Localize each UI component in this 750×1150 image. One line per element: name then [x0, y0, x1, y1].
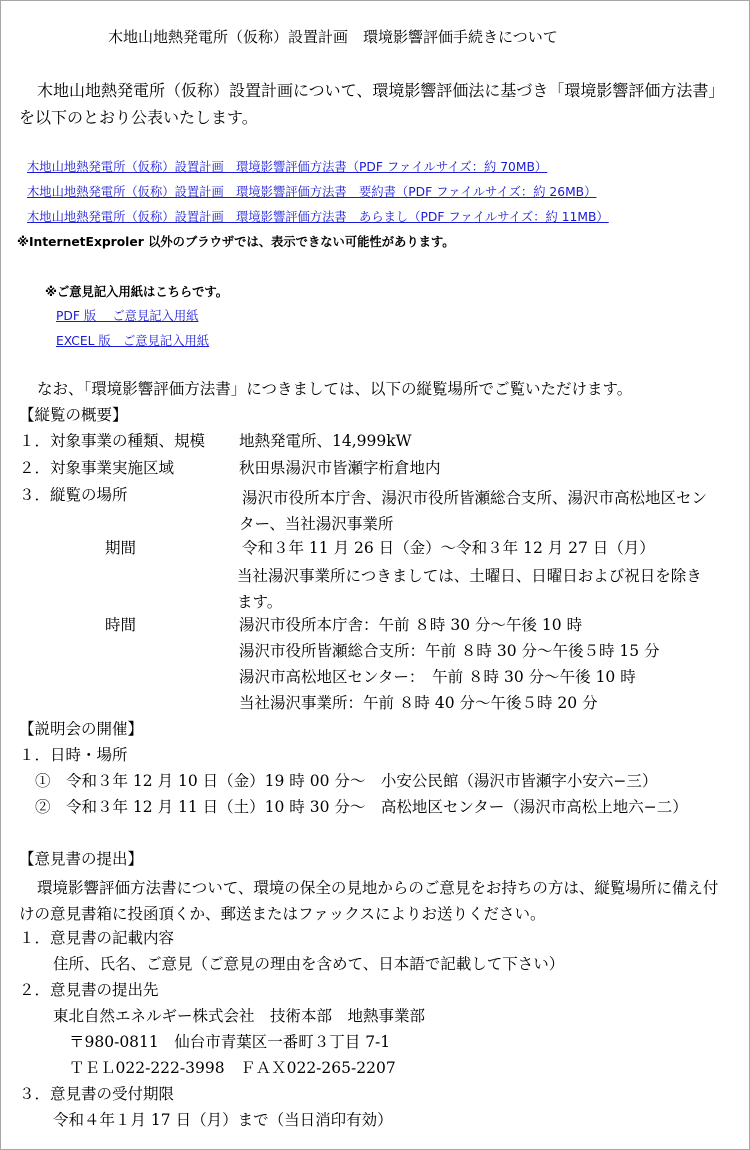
submission-item3: ３．意見書の受付期限 [19, 1085, 175, 1103]
submission-org: 東北自然エネルギー株式会社 技術本部 地熱事業部 [53, 1007, 426, 1025]
submission-deadline: 令和４年１月 17 日（月）まで（当日消印有効） [53, 1111, 393, 1129]
time-row: 湯沢市役所皆瀬総合支所：午前 ８時 30 分～午後５時 15 分 [239, 642, 660, 660]
submission-intro: 環境影響評価方法書について、環境の保全の見地からのご意見をお持ちの方は、縦覧場所に備え付けの意見書箱に投函頂くか、郵送またはファックスによりお送りください。 [19, 879, 719, 923]
page-title: 木地山地熱発電所（仮称）設置計画 環境影響評価手続きについて [108, 28, 558, 46]
link-overview-document[interactable]: 木地山地熱発電所（仮称）設置計画 環境影響評価方法書 あらまし（PDF ファイルサイズ：約 11MB） [27, 210, 609, 224]
link-opinion-form-excel[interactable]: EXCEL 版 ご意見記入用紙 [56, 334, 210, 348]
opinion-form-heading: ※ご意見記入用紙はこちらです。 [45, 285, 229, 299]
link-summary-document[interactable]: 木地山地熱発電所（仮称）設置計画 環境影響評価方法書 要約書（PDF ファイルサイズ：約 26MB） [27, 185, 597, 199]
period-note: 当社湯沢事業所につきましては、土曜日、日曜日および祝日を除きます。 [237, 567, 702, 611]
overview-item2-value: 秋田県湯沢市皆瀬字桁倉地内 [239, 459, 441, 477]
link-method-document[interactable]: 木地山地熱発電所（仮称）設置計画 環境影響評価方法書（PDF ファイルサイズ：約 70MB） [27, 160, 548, 174]
overview-item3-value: 湯沢市役所本庁舎、湯沢市役所皆瀬総合支所、湯沢市高松地区センター、当社湯沢事業所 [239, 489, 708, 533]
overview-item1-label: １．対象事業の種類、規模 [19, 432, 206, 450]
time-row: 湯沢市高松地区センター： 午前 ８時 30 分～午後 10 時 [239, 668, 636, 686]
period-value: 令和３年 11 月 26 日（金）～令和３年 12 月 27 日（月） [242, 539, 655, 557]
overview-heading: 【縦覧の概要】 [19, 406, 128, 424]
submission-item1: １．意見書の記載内容 [19, 929, 175, 947]
briefing-item1: １．日時・場所 [19, 746, 128, 764]
submission-address: 〒980-0811 仙台市青葉区一番町３丁目 7-1 [69, 1033, 391, 1051]
viewing-intro: なお、「環境影響評価方法書」につきましては、以下の縦覧場所でご覧いただけます。 [37, 380, 633, 398]
submission-item1-detail: 住所、氏名、ご意見（ご意見の理由を含めて、日本語で記載して下さい） [53, 955, 565, 973]
link-opinion-form-pdf[interactable]: PDF 版 ご意見記入用紙 [56, 309, 199, 323]
overview-item3-label: ３．縦覧の場所 [19, 486, 128, 504]
briefing-session: ② 令和３年 12 月 11 日（土）10 時 30 分～ 高松地区センター（湯沢市高松上地六−二） [35, 798, 688, 816]
overview-item1-value: 地熱発電所、14,999kW [239, 432, 412, 450]
submission-contact: ＴＥＬ022-222-3998 ＦＡＸ022-265-2207 [69, 1059, 396, 1077]
submission-item2: ２．意見書の提出先 [19, 981, 159, 999]
time-row: 湯沢市役所本庁舎：午前 ８時 30 分～午後 10 時 [239, 616, 583, 634]
intro-paragraph: 木地山地熱発電所（仮称）設置計画について、環境影響評価法に基づき「環境影響評価方法書」を以下のとおり公表いたします。 [19, 81, 725, 127]
submission-heading: 【意見書の提出】 [19, 850, 144, 868]
overview-item2-label: ２．対象事業実施区域 [19, 459, 175, 477]
briefing-session: ① 令和３年 12 月 10 日（金）19 時 00 分～ 小安公民館（湯沢市皆瀬字小安六−三） [35, 772, 658, 790]
period-label: 期間 [105, 539, 137, 557]
browser-note: ※InternetExproler 以外のブラウザでは、表示できない可能性があります。 [17, 235, 455, 249]
time-label: 時間 [105, 616, 137, 634]
briefing-heading: 【説明会の開催】 [19, 720, 144, 738]
time-row: 当社湯沢事業所：午前 ８時 40 分～午後５時 20 分 [239, 694, 598, 712]
